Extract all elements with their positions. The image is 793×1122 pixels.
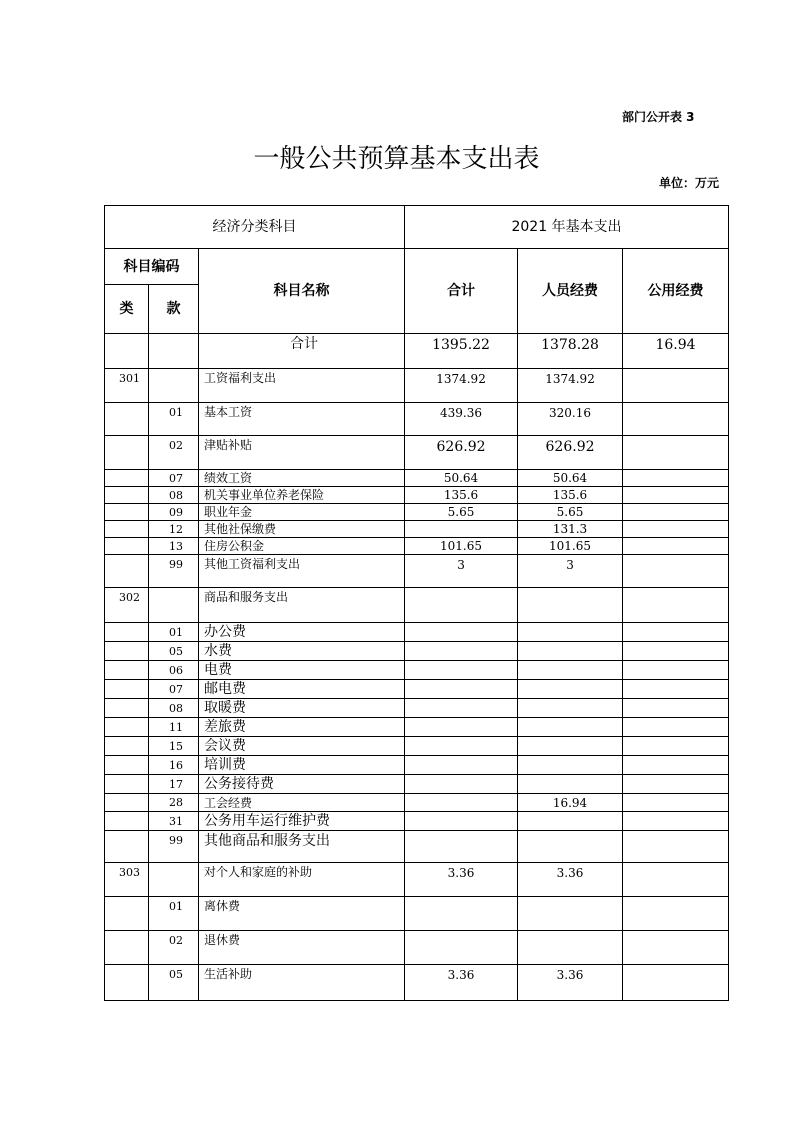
personnel-cell	[518, 737, 623, 756]
lei-cell	[105, 931, 149, 965]
public-cell	[623, 897, 729, 931]
table-row	[105, 897, 729, 931]
kuan-cell: 07	[149, 680, 199, 699]
total-cell	[405, 831, 518, 863]
public-cell	[623, 555, 729, 588]
lei-cell	[105, 831, 149, 863]
personnel-cell	[518, 831, 623, 863]
kuan-cell: 11	[149, 718, 199, 737]
lei-cell: 301	[105, 369, 149, 403]
total-cell	[405, 897, 518, 931]
lei-cell	[105, 775, 149, 794]
personnel-cell: 3.36	[518, 863, 623, 897]
total-cell	[405, 931, 518, 965]
kuan-cell: 28	[149, 794, 199, 812]
personnel-header: 人员经费	[518, 249, 623, 334]
personnel-cell	[518, 775, 623, 794]
header-row-1	[105, 206, 729, 249]
public-cell	[623, 775, 729, 794]
public-cell	[623, 931, 729, 965]
kuan-cell	[149, 588, 199, 623]
lei-cell	[105, 680, 149, 699]
kuan-header: 款	[149, 285, 199, 334]
document-number: 部门公开表 3	[622, 110, 695, 124]
total-cell	[405, 699, 518, 718]
subject-name-cell: 商品和服务支出	[199, 588, 405, 623]
table-row	[105, 538, 729, 555]
public-cell	[623, 403, 729, 436]
lei-cell	[105, 623, 149, 642]
total-cell: 626.92	[405, 436, 518, 470]
subject-name-cell: 基本工资	[199, 403, 405, 436]
lei-cell	[105, 436, 149, 470]
subject-name-cell: 退休费	[199, 931, 405, 965]
total-cell: 50.64	[405, 470, 518, 487]
subject-name-cell: 办公费	[199, 623, 405, 642]
table-row	[105, 831, 729, 863]
kuan-cell: 05	[149, 642, 199, 661]
lei-cell	[105, 521, 149, 538]
public-cell	[623, 661, 729, 680]
public-cell	[623, 831, 729, 863]
public-cell	[623, 812, 729, 831]
personnel-cell	[518, 642, 623, 661]
personnel-cell: 16.94	[518, 794, 623, 812]
public-cell	[623, 718, 729, 737]
lei-cell	[105, 756, 149, 775]
total-cell: 1374.92	[405, 369, 518, 403]
subject-name-cell: 住房公积金	[199, 538, 405, 555]
table-row	[105, 369, 729, 403]
table-row	[105, 699, 729, 718]
total-cell	[405, 794, 518, 812]
subject-name-cell: 职业年金	[199, 504, 405, 521]
kuan-cell: 31	[149, 812, 199, 831]
personnel-cell	[518, 661, 623, 680]
public-cell	[623, 965, 729, 1001]
table-row	[105, 470, 729, 487]
total-cell	[405, 812, 518, 831]
kuan-cell	[149, 369, 199, 403]
lei-cell	[105, 470, 149, 487]
public-cell	[623, 487, 729, 504]
lei-cell	[105, 965, 149, 1001]
lei-cell	[105, 642, 149, 661]
lei-cell	[105, 504, 149, 521]
public-cell	[623, 756, 729, 775]
table-row	[105, 623, 729, 642]
subject-name-cell: 取暖费	[199, 699, 405, 718]
kuan-cell: 02	[149, 931, 199, 965]
subject-name-cell: 其他工资福利支出	[199, 555, 405, 588]
kuan-cell: 17	[149, 775, 199, 794]
public-cell	[623, 470, 729, 487]
subject-name-cell: 公务用车运行维护费	[199, 812, 405, 831]
lei-cell: 302	[105, 588, 149, 623]
kuan-cell: 99	[149, 831, 199, 863]
kuan-cell: 07	[149, 470, 199, 487]
subject-name-cell: 工资福利支出	[199, 369, 405, 403]
personnel-cell: 135.6	[518, 487, 623, 504]
personnel-cell: 1374.92	[518, 369, 623, 403]
table-row	[105, 555, 729, 588]
total-cell	[405, 521, 518, 538]
kuan-cell	[149, 334, 199, 369]
subject-name-cell: 机关事业单位养老保险	[199, 487, 405, 504]
subject-name-cell: 生活补助	[199, 965, 405, 1001]
public-header: 公用经费	[623, 249, 729, 334]
public-cell	[623, 504, 729, 521]
subject-name-cell: 津贴补贴	[199, 436, 405, 470]
total-cell	[405, 680, 518, 699]
subject-name-header: 科目名称	[199, 249, 405, 334]
total-cell	[405, 623, 518, 642]
lei-cell	[105, 334, 149, 369]
table-row	[105, 680, 729, 699]
subject-name-cell: 培训费	[199, 756, 405, 775]
table-row	[105, 642, 729, 661]
table-row	[105, 863, 729, 897]
total-cell: 1395.22	[405, 334, 518, 369]
subject-name-cell: 离休费	[199, 897, 405, 931]
table-row	[105, 504, 729, 521]
public-cell	[623, 737, 729, 756]
total-header: 合计	[405, 249, 518, 334]
subject-name-cell: 合计	[199, 334, 405, 369]
header-row-2	[105, 249, 729, 285]
lei-cell	[105, 718, 149, 737]
public-cell	[623, 538, 729, 555]
subject-name-cell: 公务接待费	[199, 775, 405, 794]
table-row	[105, 737, 729, 756]
lei-header: 类	[105, 285, 149, 334]
personnel-cell	[518, 931, 623, 965]
personnel-cell	[518, 897, 623, 931]
public-cell	[623, 588, 729, 623]
lei-cell	[105, 487, 149, 504]
public-cell: 16.94	[623, 334, 729, 369]
kuan-cell: 09	[149, 504, 199, 521]
personnel-cell: 1378.28	[518, 334, 623, 369]
public-cell	[623, 794, 729, 812]
total-cell	[405, 588, 518, 623]
public-cell	[623, 699, 729, 718]
lei-cell	[105, 661, 149, 680]
subject-name-cell: 邮电费	[199, 680, 405, 699]
table-row	[105, 403, 729, 436]
total-cell	[405, 737, 518, 756]
lei-cell: 303	[105, 863, 149, 897]
table-row	[105, 931, 729, 965]
lei-cell	[105, 737, 149, 756]
personnel-cell: 101.65	[518, 538, 623, 555]
subject-name-cell: 工会经费	[199, 794, 405, 812]
unit-label: 单位：万元	[659, 176, 720, 190]
lei-cell	[105, 538, 149, 555]
public-cell	[623, 680, 729, 699]
total-cell	[405, 775, 518, 794]
total-cell: 5.65	[405, 504, 518, 521]
table-row	[105, 965, 729, 1001]
personnel-cell: 626.92	[518, 436, 623, 470]
table-row	[105, 334, 729, 369]
table-row	[105, 588, 729, 623]
subject-name-cell: 对个人和家庭的补助	[199, 863, 405, 897]
subject-name-cell: 其他社保缴费	[199, 521, 405, 538]
kuan-cell: 01	[149, 623, 199, 642]
personnel-cell	[518, 680, 623, 699]
table-row	[105, 661, 729, 680]
lei-cell	[105, 794, 149, 812]
total-cell: 101.65	[405, 538, 518, 555]
subject-name-cell: 水费	[199, 642, 405, 661]
basic-expense-header: 2021 年基本支出	[405, 206, 729, 249]
kuan-cell: 05	[149, 965, 199, 1001]
kuan-cell: 13	[149, 538, 199, 555]
kuan-cell: 06	[149, 661, 199, 680]
public-cell	[623, 863, 729, 897]
personnel-cell	[518, 699, 623, 718]
table-row	[105, 436, 729, 470]
personnel-cell	[518, 623, 623, 642]
table-row	[105, 775, 729, 794]
kuan-cell: 16	[149, 756, 199, 775]
personnel-cell: 131.3	[518, 521, 623, 538]
subject-name-cell: 差旅费	[199, 718, 405, 737]
subject-code-header: 科目编码	[105, 249, 199, 285]
table-row	[105, 756, 729, 775]
table-row	[105, 521, 729, 538]
total-cell: 3	[405, 555, 518, 588]
public-cell	[623, 623, 729, 642]
kuan-cell: 02	[149, 436, 199, 470]
kuan-cell	[149, 863, 199, 897]
kuan-cell: 01	[149, 897, 199, 931]
personnel-cell: 3.36	[518, 965, 623, 1001]
kuan-cell: 08	[149, 699, 199, 718]
public-cell	[623, 369, 729, 403]
table-row	[105, 812, 729, 831]
page-title: 一般公共预算基本支出表	[253, 144, 540, 174]
public-cell	[623, 642, 729, 661]
budget-table	[104, 205, 729, 1001]
subject-name-cell: 会议费	[199, 737, 405, 756]
public-cell	[623, 436, 729, 470]
lei-cell	[105, 897, 149, 931]
kuan-cell: 01	[149, 403, 199, 436]
lei-cell	[105, 403, 149, 436]
personnel-cell: 5.65	[518, 504, 623, 521]
total-cell	[405, 718, 518, 737]
table-row	[105, 718, 729, 737]
total-cell: 439.36	[405, 403, 518, 436]
kuan-cell: 12	[149, 521, 199, 538]
personnel-cell: 50.64	[518, 470, 623, 487]
personnel-cell: 320.16	[518, 403, 623, 436]
subject-name-cell: 电费	[199, 661, 405, 680]
lei-cell	[105, 555, 149, 588]
total-cell: 135.6	[405, 487, 518, 504]
personnel-cell	[518, 588, 623, 623]
kuan-cell: 08	[149, 487, 199, 504]
subject-name-cell: 其他商品和服务支出	[199, 831, 405, 863]
total-cell	[405, 756, 518, 775]
kuan-cell: 99	[149, 555, 199, 588]
total-cell: 3.36	[405, 863, 518, 897]
kuan-cell: 15	[149, 737, 199, 756]
personnel-cell: 3	[518, 555, 623, 588]
total-cell: 3.36	[405, 965, 518, 1001]
personnel-cell	[518, 718, 623, 737]
lei-cell	[105, 812, 149, 831]
public-cell	[623, 521, 729, 538]
personnel-cell	[518, 756, 623, 775]
personnel-cell	[518, 812, 623, 831]
lei-cell	[105, 699, 149, 718]
econ-category-header: 经济分类科目	[105, 206, 405, 249]
table-row	[105, 487, 729, 504]
table-row	[105, 794, 729, 812]
subject-name-cell: 绩效工资	[199, 470, 405, 487]
total-cell	[405, 661, 518, 680]
total-cell	[405, 642, 518, 661]
